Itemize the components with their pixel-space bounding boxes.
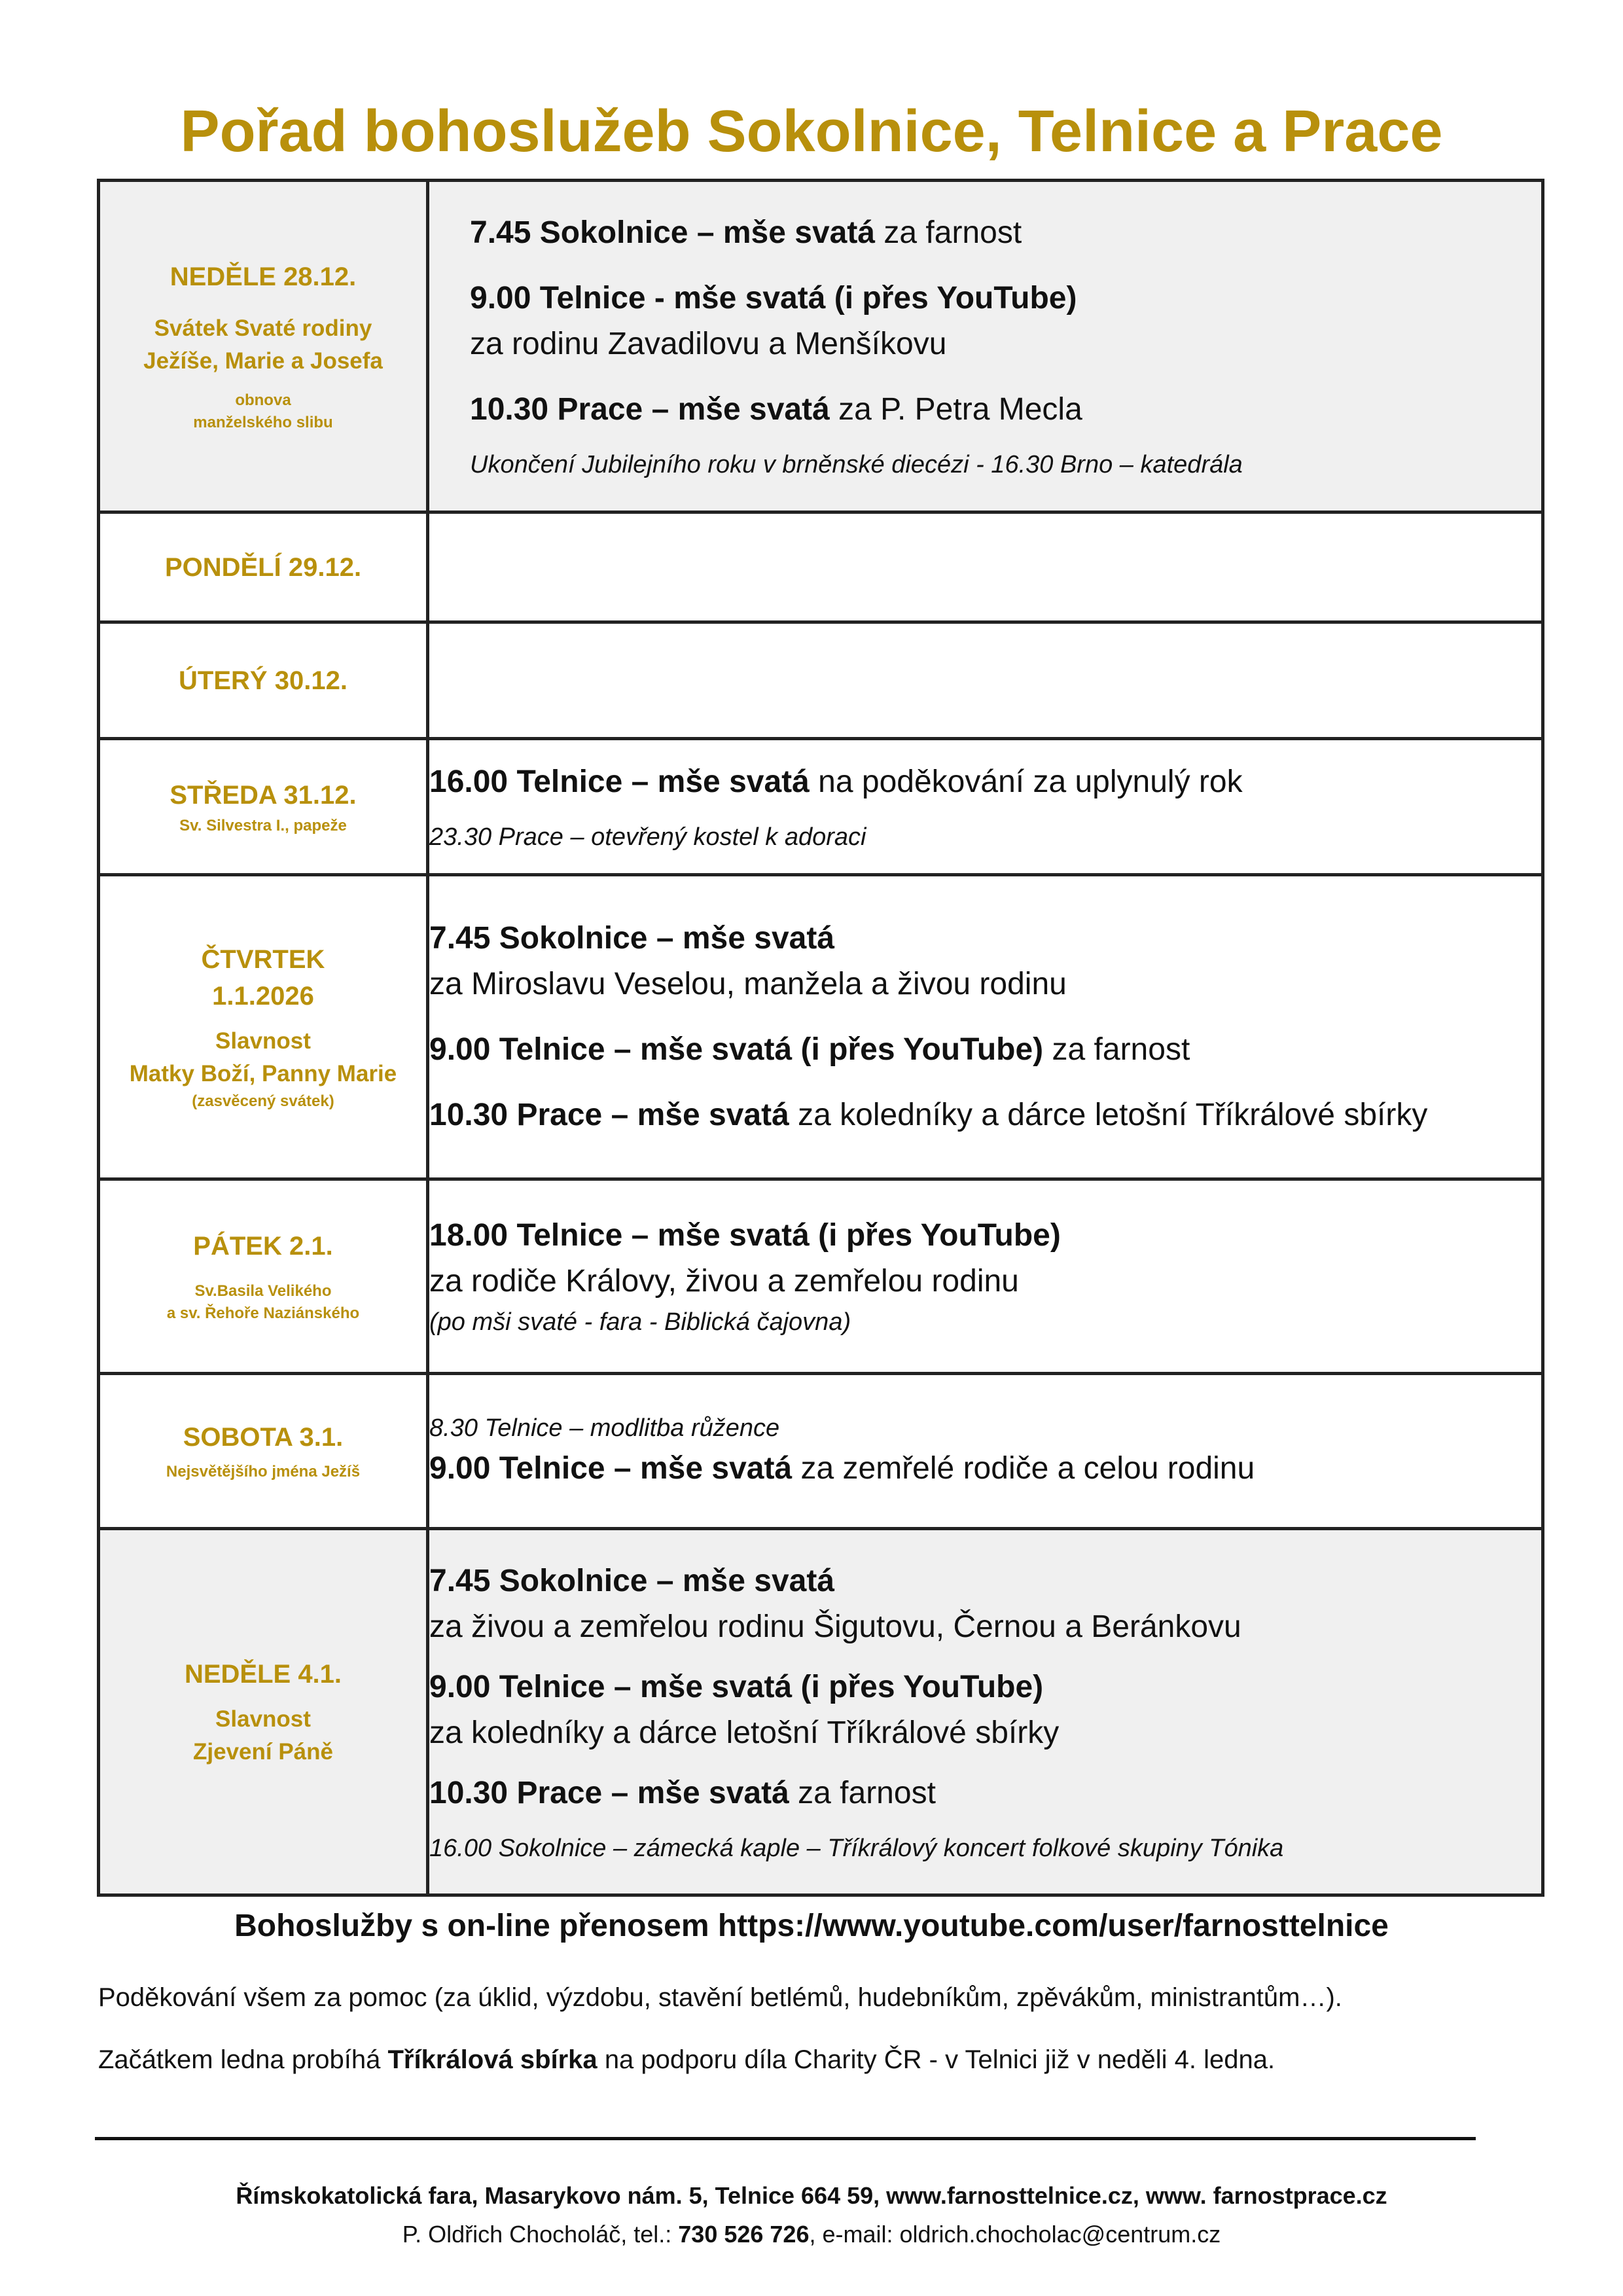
footer-phone: 730 526 726 (678, 2221, 810, 2248)
event (429, 916, 1541, 1007)
event-intention: na poděkování za uplynulý rok (818, 764, 1243, 799)
day-name: STŘEDA 31.12. (169, 780, 357, 810)
day-note: Nejsvětějšího jména Ježíš (166, 1463, 361, 1480)
sbirka-after: na podporu díla Charity ČR - v Telnici již v neděli 4. ledna. (604, 2045, 1275, 2074)
day-cell (99, 512, 428, 622)
event-intention: za farnost (883, 215, 1022, 250)
event-intention: za rodiče Královy, živou a zemřelou rodinu (429, 1264, 1019, 1299)
day-feast: Svátek Svaté rodiny (154, 315, 372, 341)
day-name: PÁTEK 2.1. (193, 1232, 333, 1261)
footer-address: Římskokatolická fara, Masarykovo nám. 5, Telnice 664 59, www.farnosttelnice.cz, www. farnostprace.cz (236, 2182, 1387, 2209)
sbirka-highlight: Tříkrálová sbírka (387, 2045, 597, 2074)
day-note: manželského slibu (193, 414, 333, 431)
day-feast: Slavnost (215, 1028, 311, 1054)
table-row (99, 1374, 1543, 1529)
day-cell (99, 622, 428, 739)
event-title: 7.45 Sokolnice – mše svatá (470, 215, 876, 250)
event-title: 9.00 Telnice - mše svatá (i přes YouTube) (470, 281, 1077, 315)
event-intention: za koledníky a dárce letošní Tříkrálové sbírky (798, 1098, 1428, 1132)
event-note: 23.30 Prace – otevřený kostel k adoraci (429, 823, 866, 851)
event (429, 1213, 1541, 1304)
event-intention: za koledníky a dárce letošní Tříkrálové sbírky (429, 1715, 1060, 1750)
event (470, 387, 1541, 433)
events-cell (428, 1529, 1543, 1895)
day-name: ČTVRTEK (201, 945, 325, 974)
events-cell (428, 739, 1543, 875)
event-intention: za živou a zemřelou rodinu Šigutovu, Černou a Beránkovu (429, 1609, 1241, 1644)
event-note: (po mši svaté - fara - Biblická čajovna) (429, 1308, 851, 1336)
events-cell (428, 181, 1543, 512)
online-broadcast-notice: Bohoslužby s on-line přenosem https://www.youtube.com/user/farnosttelnice (234, 1909, 1389, 1943)
event-intention: za P. Petra Mecla (838, 392, 1082, 427)
events-cell (428, 1179, 1543, 1374)
events-cell (428, 875, 1543, 1179)
event-note: Ukončení Jubilejního roku v brněnské diecézi - 16.30 Brno – katedrála (470, 451, 1243, 478)
event-title: 7.45 Sokolnice – mše svatá (429, 1563, 835, 1598)
event-intention: za Miroslavu Veselou, manžela a živou rodinu (429, 967, 1067, 1001)
event-intention: za zemřelé rodiče a celou rodinu (800, 1451, 1255, 1486)
day-name: NEDĚLE 4.1. (184, 1659, 342, 1689)
table-row (99, 181, 1543, 512)
day-name: ÚTERÝ 30.12. (179, 666, 348, 695)
event-title: 9.00 Telnice – mše svatá (i přes YouTube) (429, 1032, 1044, 1067)
event (429, 1770, 1541, 1816)
schedule-table (97, 179, 1544, 1897)
table-row (99, 875, 1543, 1179)
day-feast: Slavnost (215, 1706, 311, 1732)
table-row (99, 622, 1543, 739)
thanks-paragraph: Poděkování všem za pomoc (za úklid, výzdobu, stavění betlémů, hudebníkům, zpěvákům, ministrantům…). (98, 1983, 1342, 2012)
day-note: (zasvěcený svátek) (192, 1092, 334, 1110)
page-title: Pořad bohoslužeb Sokolnice, Telnice a Prace (180, 99, 1443, 164)
event (429, 1446, 1541, 1492)
day-name: SOBOTA 3.1. (183, 1423, 344, 1452)
event-title: 9.00 Telnice – mše svatá (429, 1451, 793, 1486)
day-cell (99, 181, 428, 512)
day-feast: Matky Boží, Panny Marie (129, 1061, 397, 1086)
events-cell (428, 512, 1543, 622)
event (470, 276, 1541, 367)
day-note: obnova (235, 391, 291, 409)
table-row (99, 1529, 1543, 1895)
day-note: a sv. Řehoře Naziánského (166, 1304, 360, 1322)
table-row (99, 512, 1543, 622)
day-date: 1.1.2026 (212, 982, 314, 1011)
event-title: 10.30 Prace – mše svatá (470, 392, 830, 427)
event (429, 1558, 1541, 1650)
footer-email: , e-mail: oldrich.chocholac@centrum.cz (809, 2221, 1221, 2248)
sbirka-before: Začátkem ledna probíhá (98, 2045, 381, 2074)
event-intention: za farnost (798, 1775, 936, 1810)
day-cell (99, 1374, 428, 1529)
day-feast: Zjevení Páně (193, 1738, 333, 1765)
event (429, 1092, 1541, 1138)
events-cell (428, 1374, 1543, 1529)
event-title: 7.45 Sokolnice – mše svatá (429, 921, 835, 956)
event-note: 16.00 Sokolnice – zámecká kaple – Tříkrálový koncert folkové skupiny Tónika (429, 1834, 1284, 1862)
footer-divider (95, 2137, 1476, 2140)
table-row (99, 1179, 1543, 1374)
day-feast: Ježíše, Marie a Josefa (143, 348, 383, 374)
event-title: 9.00 Telnice – mše svatá (i přes YouTube) (429, 1669, 1044, 1704)
day-cell (99, 1529, 428, 1895)
day-name: PONDĚLÍ 29.12. (164, 552, 362, 582)
events-cell (428, 622, 1543, 739)
event (429, 759, 1541, 805)
event-title: 10.30 Prace – mše svatá (429, 1098, 789, 1132)
event-note: 8.30 Telnice – modlitba růžence (429, 1414, 780, 1442)
event-intention: za farnost (1052, 1032, 1190, 1067)
day-cell (99, 875, 428, 1179)
event (470, 210, 1541, 256)
event-title: 18.00 Telnice – mše svatá (i přes YouTube) (429, 1218, 1061, 1253)
event (429, 1027, 1541, 1073)
footer-priest: P. Oldřich Chocholáč, tel.: (402, 2221, 672, 2248)
footer-contact (0, 2221, 1623, 2248)
event (429, 1664, 1541, 1756)
day-note: Sv. Silvestra I., papeže (179, 816, 347, 834)
day-cell (99, 739, 428, 875)
day-note: Sv.Basila Velikého (194, 1282, 332, 1300)
event-title: 10.30 Prace – mše svatá (429, 1775, 789, 1810)
table-row (99, 739, 1543, 875)
day-cell (99, 1179, 428, 1374)
sbirka-paragraph (98, 2045, 1275, 2075)
day-name: NEDĚLE 28.12. (169, 262, 357, 291)
event-intention: za rodinu Zavadilovu a Menšíkovu (470, 327, 947, 361)
event-title: 16.00 Telnice – mše svatá (429, 764, 810, 799)
